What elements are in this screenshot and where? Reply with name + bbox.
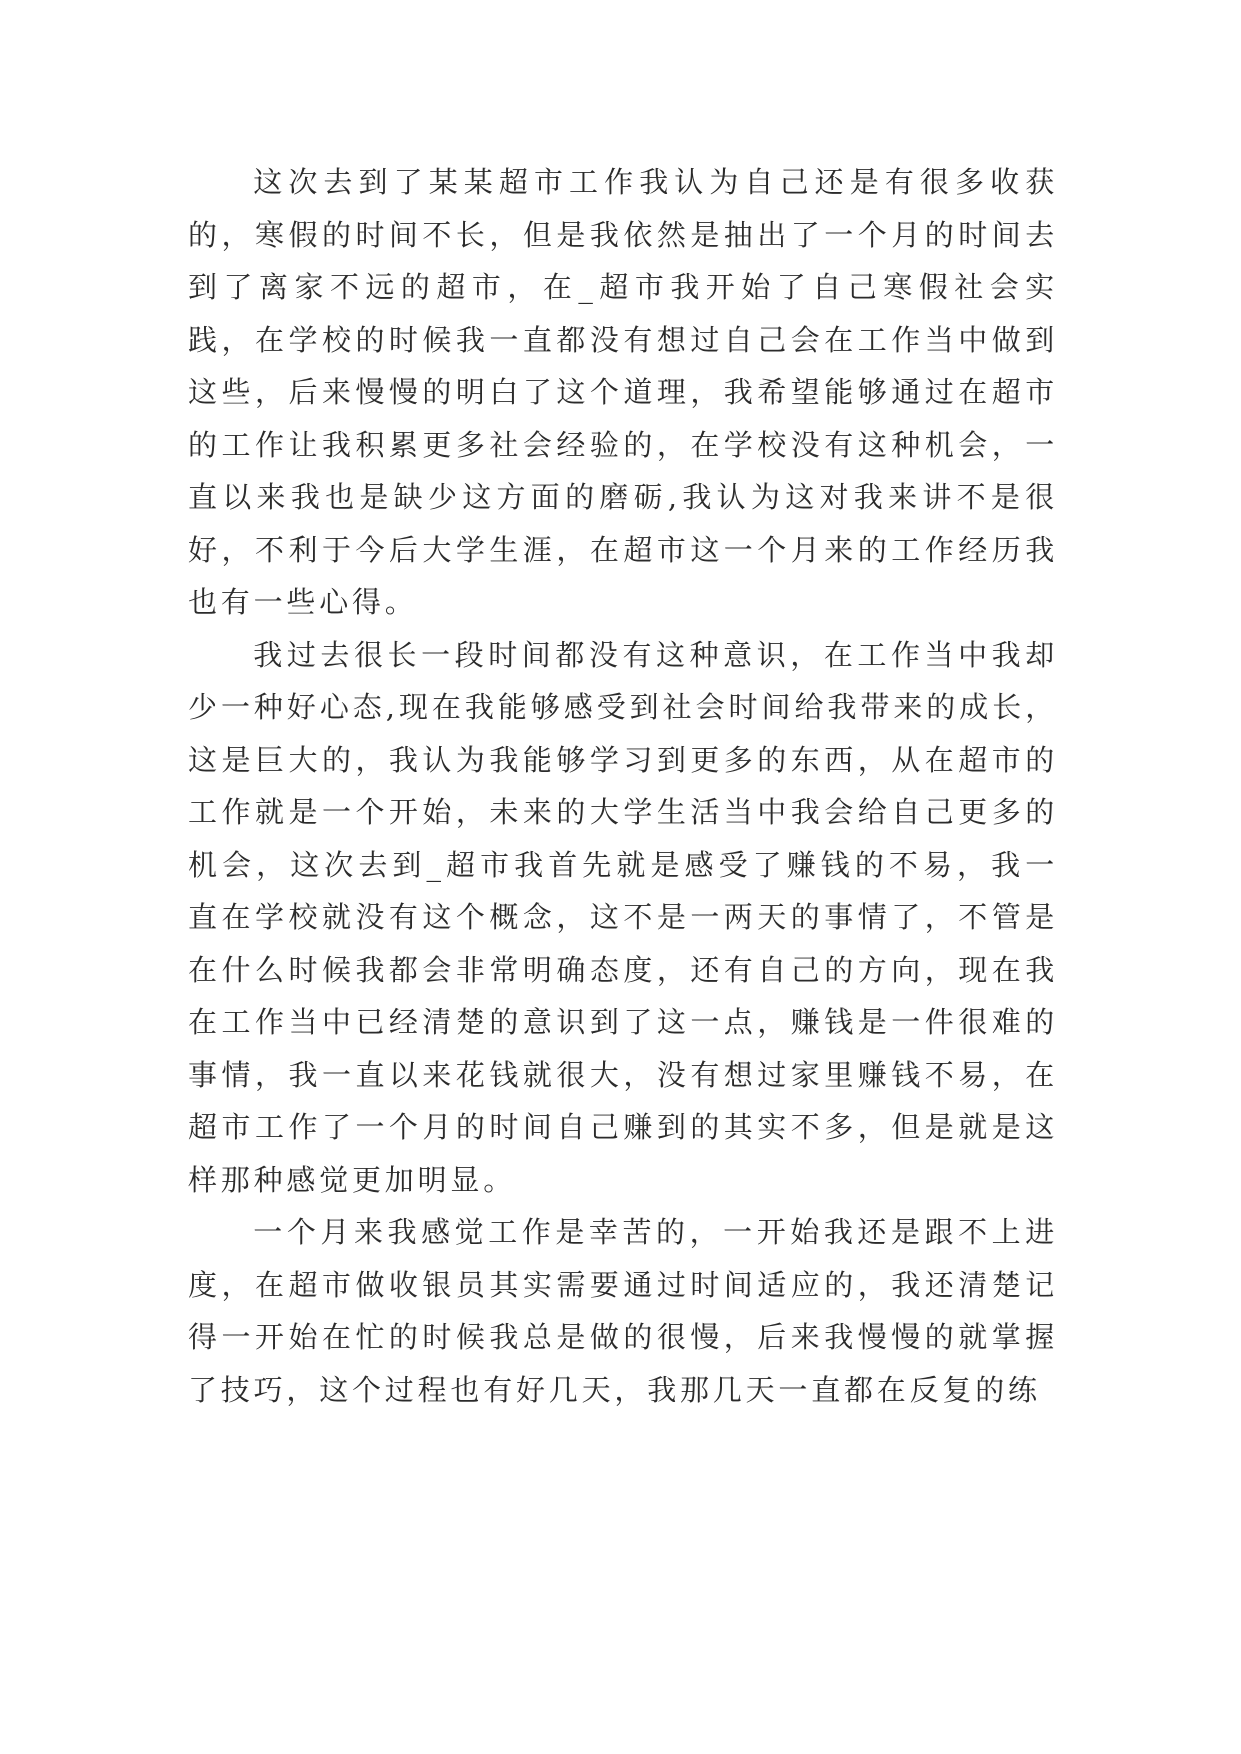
paragraph-2: 我过去很长一段时间都没有这种意识，在工作当中我却少一种好心态,现在我能够感受到社会时间给我带来的成长，这是巨大的，我认为我能够学习到更多的东西，从在超市的工作就是一个开始，未来的大学生活当中我会给自己更多的机会，这次去到_超市我首先就是感受了赚钱的不易，我一直在学校就没有这个概念，这不是一两天的事情了，不管是在什么时候我都会非常明确态度，还有自己的方向，现在我在工作当中已经清楚的意识到了这一点，赚钱是一件很难的事情，我一直以来花钱就很大，没有想过家里赚钱不易，在超市工作了一个月的时间自己赚到的其实不多，但是就是这样那种感觉更加明显。 (188, 637, 1058, 1197)
paragraph-1: 这次去到了某某超市工作我认为自己还是有很多收获的，寒假的时间不长，但是我依然是抽出了一个月的时间去到了离家不远的超市，在_超市我开始了自己寒假社会实践，在学校的时候我一直都没有想过自己会在工作当中做到这些，后来慢慢的明白了这个道理，我希望能够通过在超市的工作让我积累更多社会经验的，在学校没有这种机会，一直以来我也是缺少这方面的磨砺,我认为这对我来讲不是很好，不利于今后大学生涯，在超市这一个月来的工作经历我也有一些心得。 (188, 165, 1058, 619)
document-body (188, 156, 1058, 1416)
paragraph-3: 一个月来我感觉工作是幸苦的，一开始我还是跟不上进度，在超市做收银员其实需要通过时间适应的，我还清楚记得一开始在忙的时候我总是做的很慢，后来我慢慢的就掌握了技巧，这个过程也有好几天，我那几天一直都在反复的练 (188, 1215, 1058, 1407)
